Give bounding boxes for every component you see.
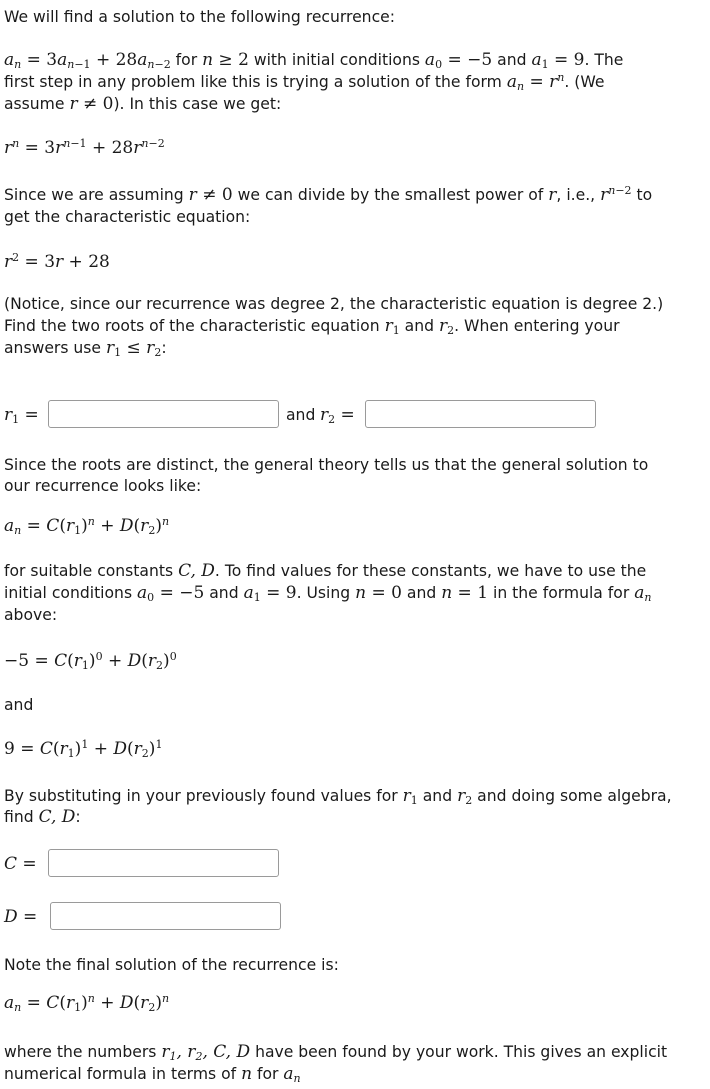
trial-form: $a_n = r^n$ [506, 71, 565, 93]
text-segment: and [204, 584, 244, 602]
text-segment: . Using [296, 584, 356, 602]
text-segment: to [631, 186, 653, 204]
initial-condition-a1: $a_1 = 9$ [531, 50, 585, 71]
c-label: C = [4, 854, 37, 874]
text-segment: and [417, 787, 458, 805]
recurrence-line-3 [4, 94, 281, 114]
nonzero-condition: r ≠ 0 [188, 185, 233, 205]
trial-equation: $r^n = 3r^{n-1} + 28r^{n-2}$ [4, 137, 165, 158]
recurrence-line-1 [4, 50, 623, 70]
root-r1: $r_1$ [402, 786, 418, 807]
root-order: $r_1 \le r_2$ [105, 338, 162, 359]
text-segment: . To find values for these constants, we have to use the [214, 562, 647, 580]
closing-line-2 [4, 1064, 301, 1084]
solution-variables: $r_1$, $r_2$, C, D [161, 1042, 251, 1063]
recurrence-line-2 [4, 72, 604, 92]
text-segment: ). In this case we get: [113, 95, 282, 113]
constants-cd: C, D [178, 561, 215, 581]
text-segment: : [75, 808, 81, 826]
notice-line-3 [4, 338, 167, 358]
initial-condition-a0: $a_0 = -5$ [137, 583, 205, 604]
note-line: Note the final solution of the recurrence is: [4, 956, 339, 974]
divide-line-2: get the characteristic equation: [4, 208, 251, 226]
n-equals-0: n = 0 [355, 583, 402, 603]
text-segment: By substituting in your previously found values for [4, 787, 403, 805]
text-segment: , i.e., [556, 186, 601, 204]
r2-input[interactable] [365, 400, 596, 428]
text-segment: . When entering your [454, 317, 620, 335]
c-input[interactable] [48, 849, 279, 877]
text-segment: numerical formula in terms of [4, 1065, 242, 1083]
final-solution: $a_n = C(r_1)^n + D(r_2)^n$ [4, 992, 170, 1014]
and-text: and [4, 696, 34, 714]
nonzero-condition: r ≠ 0 [69, 94, 114, 114]
substitute-line-1 [4, 786, 672, 806]
substitute-line-2 [4, 807, 81, 827]
text-segment: find [4, 808, 39, 826]
root-r1: $r_1$ [384, 316, 400, 337]
text-segment: for [252, 1065, 284, 1083]
variable-n: n [241, 1064, 253, 1084]
a-n: $a_n$ [283, 1064, 301, 1085]
text-segment: have been found by your work. This gives an explicit [250, 1043, 668, 1061]
text-segment: Since we are assuming [4, 186, 189, 204]
text-segment: initial conditions [4, 584, 138, 602]
text-segment: with initial conditions [248, 51, 425, 69]
text-segment: for [170, 51, 203, 69]
text-segment: . The [584, 51, 624, 69]
notice-line-2 [4, 316, 620, 336]
a-n: $a_n$ [634, 583, 652, 604]
r1-label: $r_1$ = [4, 405, 39, 426]
r1-input[interactable] [48, 400, 279, 428]
recurrence-equation: $a_n = 3a_{n-1} + 28a_{n-2}$ [4, 50, 171, 71]
text-segment: where the numbers [4, 1043, 162, 1061]
r2-label: $r_2$ = [320, 405, 355, 426]
constants-line-2 [4, 583, 651, 603]
intro-text: We will find a solution to the following recurrence: [4, 8, 395, 26]
text-segment: and [492, 51, 532, 69]
characteristic-equation: $r^2 = 3r + 28$ [4, 251, 110, 272]
notice-line-1: (Notice, since our recurrence was degree 2, the characteristic equation is degree 2.) [4, 295, 664, 313]
text-segment: in the formula for [488, 584, 635, 602]
text-segment: Find the two roots of the characteristic equation [4, 317, 385, 335]
distinct-line-1: Since the roots are distinct, the general theory tells us that the general solution to [4, 456, 649, 474]
n-equals-1: n = 1 [441, 583, 489, 603]
equation-n1: $9 = C(r_1)^1 + D(r_2)^1$ [4, 738, 163, 760]
text-segment: answers use [4, 339, 106, 357]
text-segment: we can divide by the smallest power of [232, 186, 549, 204]
text-segment: . (We [564, 73, 605, 91]
divide-line-1 [4, 185, 652, 205]
variable-r: r [548, 185, 557, 205]
text-segment: for suitable constants [4, 562, 179, 580]
general-solution: $a_n = C(r_1)^n + D(r_2)^n$ [4, 515, 170, 537]
constants-line-1 [4, 561, 646, 581]
constants-line-3: above: [4, 606, 58, 624]
d-input[interactable] [50, 902, 281, 930]
text-segment: : [161, 339, 167, 357]
closing-line-1 [4, 1042, 667, 1062]
d-label: D = [4, 907, 38, 927]
and-label: and [286, 406, 316, 424]
text-segment: and doing some algebra, [472, 787, 672, 805]
smallest-power: $r^{n-2}$ [600, 184, 632, 205]
initial-condition-a0: $a_0 = -5$ [424, 50, 493, 71]
recurrence-condition: n ≥ 2 [202, 50, 249, 70]
equation-n0: $-5 = C(r_1)^0 + D(r_2)^0$ [4, 650, 177, 672]
initial-condition-a1: $a_1 = 9$ [243, 583, 297, 604]
root-r2: $r_2$ [457, 786, 473, 807]
distinct-line-2: our recurrence looks like: [4, 477, 202, 495]
text-segment: first step in any problem like this is trying a solution of the form [4, 73, 507, 91]
text-segment: and [399, 317, 439, 335]
text-segment: and [401, 584, 442, 602]
text-segment: assume [4, 95, 70, 113]
constants-cd: C, D [38, 807, 76, 827]
root-r2: $r_2$ [438, 316, 455, 337]
